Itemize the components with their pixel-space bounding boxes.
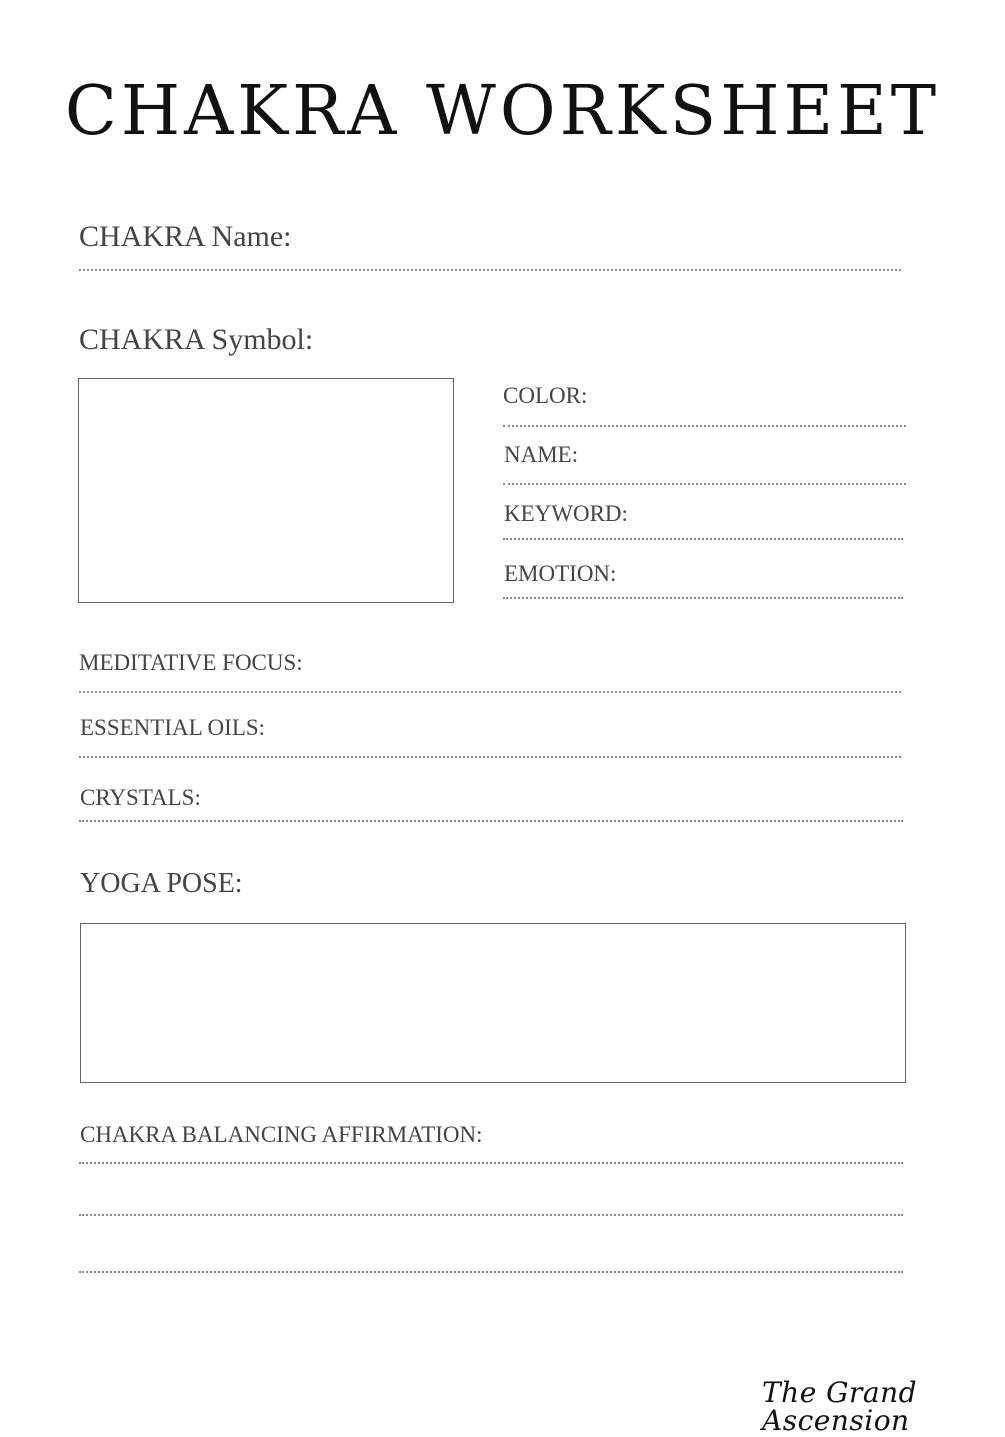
- affirmation-label: CHAKRA BALANCING AFFIRMATION:: [80, 1122, 483, 1147]
- crystals-line[interactable]: [79, 820, 903, 822]
- keyword-line[interactable]: [503, 538, 903, 540]
- name-line[interactable]: [503, 483, 906, 485]
- name-label: NAME:: [504, 442, 579, 467]
- meditative-focus-label: MEDITATIVE FOCUS:: [79, 650, 303, 675]
- chakra-name-label: CHAKRA Name:: [79, 220, 292, 253]
- yoga-pose-box[interactable]: [80, 923, 906, 1083]
- essential-oils-line[interactable]: [79, 756, 901, 758]
- chakra-symbol-label: CHAKRA Symbol:: [79, 323, 314, 356]
- essential-oils-label: ESSENTIAL OILS:: [80, 715, 266, 740]
- affirmation-line-2[interactable]: [79, 1214, 903, 1216]
- crystals-label: CRYSTALS:: [80, 785, 201, 810]
- emotion-line[interactable]: [503, 597, 903, 599]
- brand-signature: The Grand Ascension: [762, 1376, 918, 1437]
- meditative-focus-line[interactable]: [79, 691, 901, 693]
- color-line[interactable]: [503, 425, 906, 427]
- affirmation-line-3[interactable]: [79, 1271, 903, 1273]
- emotion-label: EMOTION:: [504, 561, 617, 586]
- keyword-label: KEYWORD:: [504, 501, 628, 526]
- page-title: CHAKRA WORKSHEET: [64, 72, 941, 151]
- color-label: COLOR:: [503, 383, 588, 408]
- yoga-pose-label: YOGA POSE:: [80, 868, 243, 899]
- affirmation-line-1[interactable]: [79, 1162, 903, 1164]
- chakra-name-line[interactable]: [79, 269, 901, 271]
- chakra-symbol-box[interactable]: [78, 378, 454, 603]
